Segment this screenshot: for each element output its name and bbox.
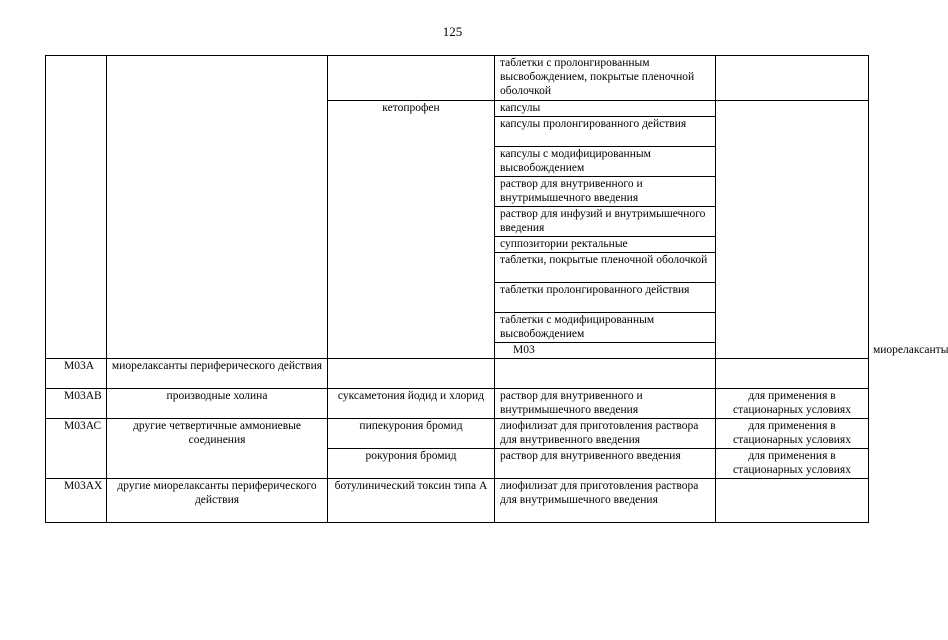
table-row-m03ac <box>46 419 869 449</box>
condition-cell: для применения в стационарных условиях <box>716 389 869 419</box>
atc-code: М03АС <box>46 419 107 479</box>
drug-name: суксаметония йодид и хлорид <box>328 389 495 419</box>
form-cell: раствор для инфузий и внутримышечного введения <box>495 207 716 237</box>
drug-list-table <box>45 55 948 523</box>
form-cell-empty <box>495 359 716 389</box>
drug-name: пипекурония бромид <box>328 419 495 449</box>
form-cell: лиофилизат для приготовления раствора для внутривенного введения <box>495 419 716 449</box>
condition-cell: для применения в стационарных условиях <box>716 449 869 479</box>
table-row-m03a <box>46 359 869 389</box>
form-cell: лиофилизат для приготовления раствора для внутримышечного введения <box>495 479 716 523</box>
drug-cell-empty <box>328 359 495 389</box>
group-name: миорелаксанты периферического действия <box>107 359 328 389</box>
atc-code: М03А <box>46 359 107 389</box>
group-name: производные холина <box>107 389 328 419</box>
atc-code: М03АХ <box>46 479 107 523</box>
atc-code: М03АВ <box>46 389 107 419</box>
drug-name: ботулинический токсин типа А <box>328 479 495 523</box>
form-cell: капсулы с модифицированным высвобождением <box>495 147 716 177</box>
condition-cell-empty <box>716 479 869 523</box>
group-name: другие миорелаксанты периферического действия <box>107 479 328 523</box>
condition-cell: для применения в стационарных условиях <box>716 419 869 449</box>
table-row-m03ax <box>46 479 869 523</box>
drug-cell-empty <box>328 56 495 101</box>
form-cell: раствор для внутривенного и внутримышечного введения <box>495 177 716 207</box>
form-cell: капсулы пролонгированного действия <box>495 117 716 147</box>
table-row-continuation <box>46 56 869 101</box>
group-cell-empty <box>107 56 328 359</box>
page-number: 125 <box>442 24 463 39</box>
drug-name-ketoprofen: кетопрофен <box>328 101 495 359</box>
form-cell: таблетки с пролонгированным высвобождением, покрытые пленочной оболочкой <box>495 56 716 101</box>
table-row-m03ab <box>46 389 869 419</box>
form-cell: раствор для внутривенного введения <box>495 449 716 479</box>
condition-cell-empty <box>716 101 869 359</box>
atc-code: М03 <box>495 343 716 359</box>
condition-cell-empty <box>716 359 869 389</box>
condition-cell-empty <box>716 56 869 101</box>
form-cell: суппозитории ректальные <box>495 237 716 253</box>
code-cell-empty <box>46 56 107 359</box>
form-cell: раствор для внутривенного и внутримышечного введения <box>495 389 716 419</box>
form-cell: таблетки, покрытые пленочной оболочкой <box>495 253 716 283</box>
group-name: другие четвертичные аммониевые соединения <box>107 419 328 479</box>
form-cell: таблетки с модифицированным высвобождением <box>495 313 716 343</box>
form-cell: таблетки пролонгированного действия <box>495 283 716 313</box>
form-cell: капсулы <box>495 101 716 117</box>
drug-name: рокурония бромид <box>328 449 495 479</box>
table-row-m03: М03 миорелаксанты <box>46 343 869 359</box>
